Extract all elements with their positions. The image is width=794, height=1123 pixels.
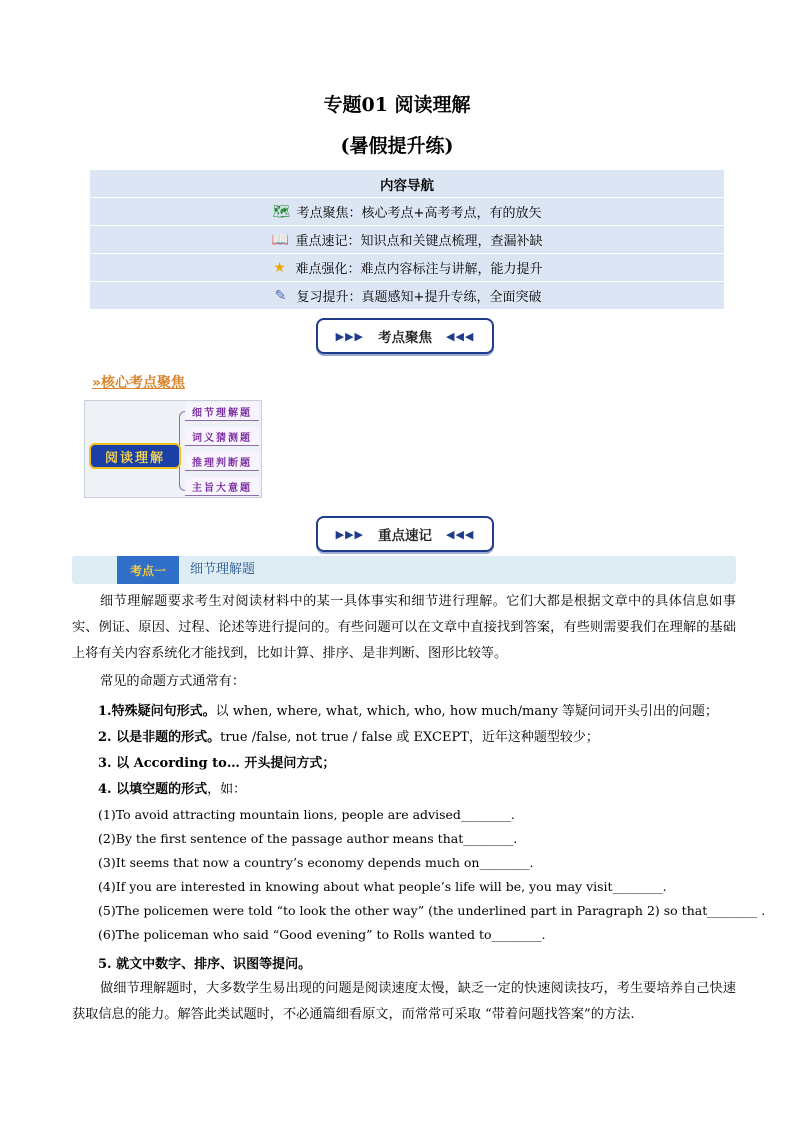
intro-paragraph: 细节理解题要求考生对阅读材料中的某一具体事实和细节进行理解。它们大都是根据文章中的具体信息如事实、例证、原因、过程、论述等进行提问的。有些问题可以在文章中直接找到答案，有些则需要我们在理解的基础上将有关内容系统化才能找到，比如计算、排序、是非判断、图形比较等。 (72, 594, 736, 661)
nav-item-label: 重点速记：知识点和关键点梳理，查漏补缺 (295, 234, 543, 249)
left-arrows-icon: ◀◀◀ (446, 329, 475, 343)
mindmap-branch: 细节理解题 (185, 402, 259, 421)
knowledge-point-title: 细节理解题 (190, 562, 256, 577)
section-banner-focus (316, 318, 494, 354)
type-item-3: 3. 以 According to… 开头提问方式； (98, 756, 336, 771)
strategy-paragraph: 做细节理解题时，大多数学生易出现的问题是阅读速度太慢，缺乏一定的快速阅读技巧，考生要培养自己快速获取信息的能力。解答此类试题时，不必通篇细看原文，而常常可采取 “带着问题找答案”的方法. (72, 981, 736, 1022)
nav-item-label: 难点强化：难点内容标注与讲解，能力提升 (295, 262, 543, 277)
page-subtitle: (暑假提升练) (340, 135, 454, 157)
example-line: (3)It seems that now a country’s economy depends much on________. (98, 855, 534, 870)
left-arrows-icon: ◀◀◀ (446, 527, 475, 541)
map-icon: 🗺 (272, 203, 291, 220)
page-title: 专题01 阅读理解 (323, 94, 471, 116)
type-item-2: 2. 以是非题的形式。true /false, not true / false 或 EXCEPT，近年这种题型较少； (98, 730, 599, 745)
section-banner-notes (316, 516, 494, 552)
nav-item-label: 考点聚焦：核心考点+高考考点，有的放矢 (296, 206, 542, 221)
star-icon: ★ (273, 259, 286, 276)
type-item-1: 1.特殊疑问句形式。以 when, where, what, which, who, how much/many 等疑问词开头引出的问题； (98, 704, 718, 719)
type-item-5: 5. 就文中数字、排序、识图等提问。 (98, 957, 312, 972)
content-navigation (90, 170, 724, 310)
mindmap-branch: 推理判断题 (185, 452, 259, 471)
knowledge-point-tag: 考点一 (117, 556, 179, 584)
example-line: (5)The policemen were told “to look the other way” (the underlined part in Paragraph 2) so that________ . (98, 903, 766, 918)
nav-item-difficult (90, 254, 724, 281)
nav-item-label: 复习提升：真题感知+提升专练，全面突破 (296, 290, 542, 305)
example-line: (6)The policeman who said “Good evening” to Rolls wanted to________. (98, 927, 546, 942)
nav-heading: 内容导航 (90, 170, 724, 197)
question-types-intro: 常见的命题方式通常有： (100, 674, 246, 689)
example-line: (1)To avoid attracting mountain lions, people are advised________. (98, 807, 515, 822)
mindmap-branch: 词义猜测题 (185, 427, 259, 446)
example-line: (2)By the first sentence of the passage author means that________. (98, 831, 518, 846)
core-focus-heading: »核心考点聚焦 (92, 375, 186, 391)
mindmap-branch: 主旨大意题 (185, 477, 259, 496)
knowledge-point-bar (72, 556, 736, 584)
type-item-4: 4. 以填空题的形式，如： (98, 782, 247, 797)
banner-label: 考点聚焦 (378, 330, 432, 346)
nav-item-review (90, 282, 724, 309)
nav-item-focus (90, 198, 724, 225)
mindmap-root: 阅读理解 (89, 443, 181, 469)
mindmap (84, 400, 262, 498)
notepad-icon: ✎ (274, 287, 287, 304)
right-arrows-icon: ▶▶▶ (335, 329, 364, 343)
book-icon: 📖 (271, 231, 289, 248)
example-line: (4)If you are interested in knowing about what people’s life will be, you may visit________. (98, 879, 667, 894)
banner-label: 重点速记 (378, 528, 432, 544)
nav-item-notes (90, 226, 724, 253)
right-arrows-icon: ▶▶▶ (335, 527, 364, 541)
